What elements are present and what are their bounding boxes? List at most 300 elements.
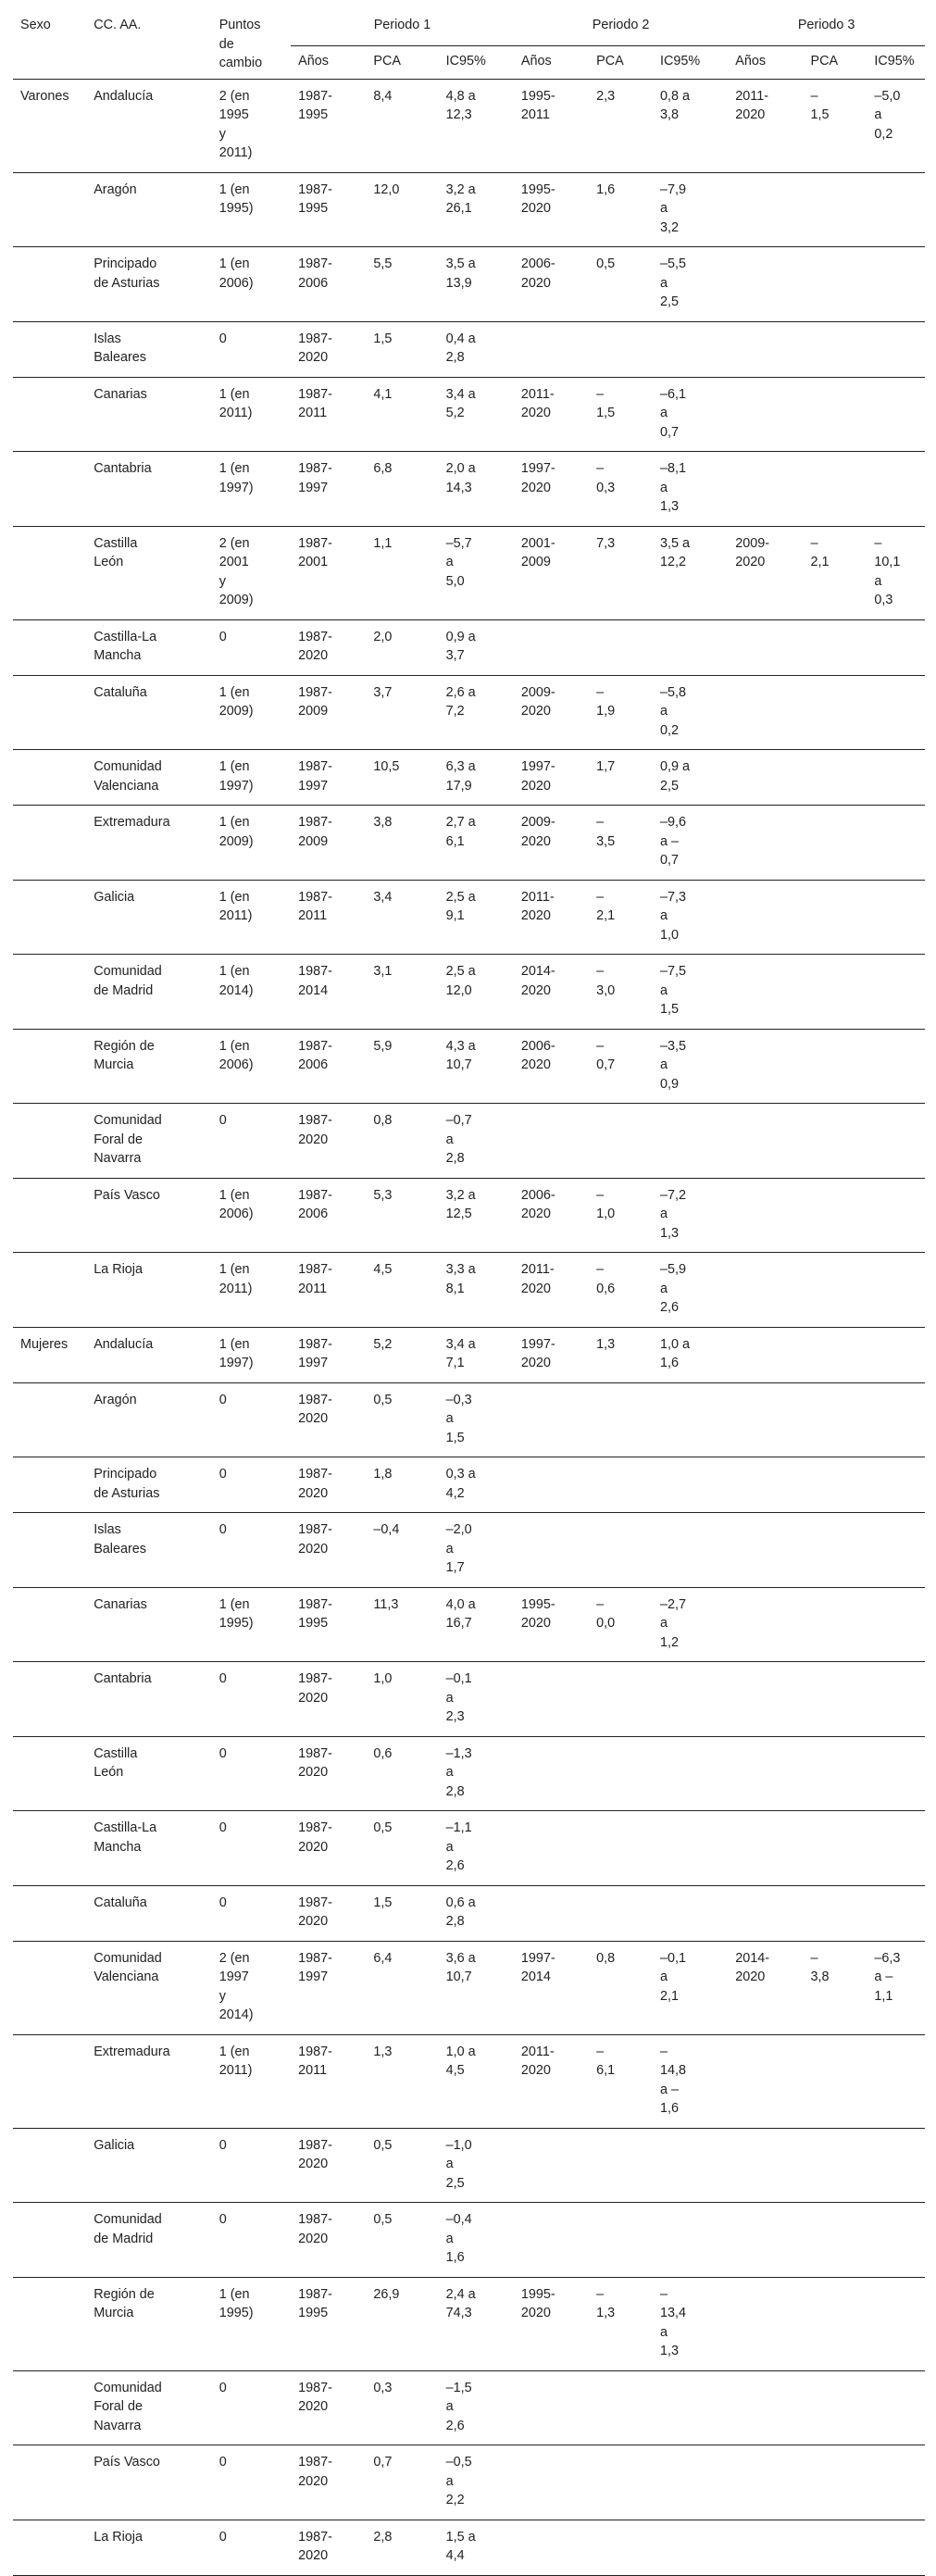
ic95-1-cell: 4,8 a 12,3 <box>445 88 476 122</box>
pca-3-cell <box>804 2520 867 2575</box>
anos-3-cell <box>728 377 803 452</box>
header-anos-2: Años <box>520 53 552 69</box>
pca-3-cell: – 2,1 <box>804 526 867 619</box>
ic95-2-cell: –5,8 a 0,2 <box>653 675 728 750</box>
table-row <box>13 321 925 377</box>
anos-2-cell: 1997- 2020 <box>514 452 589 527</box>
pca-3-cell <box>804 1104 867 1179</box>
anos-1-cell: 1987- 2020 <box>291 2128 366 2203</box>
ic95-1-cell: 2,6 a 7,2 <box>439 675 514 750</box>
pca-3-cell <box>804 452 867 527</box>
puntos-cell: 1 (en 2009) <box>212 675 291 750</box>
puntos-cell: 0 <box>212 2370 291 2445</box>
puntos-cell: 1 (en 2006) <box>212 1029 291 1104</box>
anos-3-cell <box>728 1513 803 1588</box>
anos-1-cell: 1987- 1995 <box>291 1587 366 1662</box>
anos-1-cell: 1987- 2001 <box>291 526 366 619</box>
pca-2-cell: – 1,0 <box>589 1178 653 1253</box>
pca-2-cell: 0,8 <box>589 1941 653 2034</box>
anos-2-cell: 2006- 2020 <box>514 1178 589 1253</box>
puntos-cell: 2 (en 2001 y 2009) <box>212 526 291 619</box>
pca-2-cell: 2,3 <box>596 88 616 104</box>
ic95-3-cell <box>867 1029 925 1104</box>
ic95-1-cell: 3,6 a 10,7 <box>439 1941 514 2034</box>
ic95-2-cell <box>653 1104 728 1179</box>
puntos-cell: 1 (en 2006) <box>212 247 291 322</box>
pca-2-cell <box>589 2128 653 2203</box>
header-ic95-1: IC95% <box>445 53 486 69</box>
puntos-cell: 2 (en 1995 y 2011) <box>218 88 253 160</box>
ic95-3-cell <box>867 452 925 527</box>
anos-1-cell: 1987- 2020 <box>291 1662 366 1737</box>
ic95-3-cell <box>867 172 925 247</box>
anos-1-cell: 1987- 1995 <box>291 2277 366 2370</box>
puntos-cell: 1 (en 2011) <box>212 377 291 452</box>
ccaa-cell: Galicia <box>86 880 211 955</box>
ic95-3-cell <box>867 1811 925 1886</box>
pca-3-cell <box>804 955 867 1030</box>
pca-3-cell <box>804 2277 867 2370</box>
pca-3-cell <box>804 1457 867 1513</box>
pca-1-cell: 11,3 <box>366 1587 438 1662</box>
pca-1-cell: 5,2 <box>366 1327 438 1382</box>
table-row <box>13 2034 925 2128</box>
ic95-2-cell: –5,5 a 2,5 <box>653 247 728 322</box>
sexo-cell: Varones <box>20 88 69 104</box>
sexo-cell <box>13 750 86 806</box>
ic95-2-cell <box>653 1736 728 1811</box>
ic95-1-cell: 4,0 a 16,7 <box>439 1587 514 1662</box>
ic95-1-cell: 3,2 a 26,1 <box>439 172 514 247</box>
ccaa-cell: Comunidad Foral de Navarra <box>86 1104 211 1179</box>
pca-2-cell: 1,6 <box>589 172 653 247</box>
table-row <box>13 79 925 172</box>
puntos-cell: 0 <box>212 1811 291 1886</box>
pca-3-cell <box>804 321 867 377</box>
ic95-1-cell: –0,3 a 1,5 <box>439 1382 514 1457</box>
anos-3-cell <box>728 1253 803 1328</box>
ic95-1-cell: 3,4 a 7,1 <box>439 1327 514 1382</box>
ic95-3-cell <box>867 1885 925 1941</box>
anos-2-cell <box>514 1513 589 1588</box>
table-row <box>13 880 925 955</box>
pca-3-cell <box>804 2128 867 2203</box>
ic95-3-cell <box>867 247 925 322</box>
anos-3-cell <box>728 1885 803 1941</box>
anos-3-cell <box>728 806 803 881</box>
puntos-cell: 0 <box>212 1457 291 1513</box>
ccaa-cell: Castilla León <box>86 1736 211 1811</box>
puntos-cell: 0 <box>212 1736 291 1811</box>
puntos-cell: 1 (en 2014) <box>212 955 291 1030</box>
pca-3-cell <box>804 377 867 452</box>
pca-2-cell <box>589 2203 653 2278</box>
table-row <box>13 2370 925 2445</box>
anos-1-cell: 1987- 2020 <box>291 2370 366 2445</box>
anos-1-cell: 1987- 2020 <box>291 2520 366 2575</box>
ic95-1-cell: 3,5 a 13,9 <box>439 247 514 322</box>
sexo-cell <box>13 1662 86 1737</box>
anos-3-cell <box>728 1736 803 1811</box>
anos-3-cell <box>728 1382 803 1457</box>
ic95-3-cell: –5,0 a 0,2 <box>874 88 901 142</box>
anos-1-cell: 1987- 2011 <box>291 2034 366 2128</box>
ccaa-cell: Canarias <box>86 377 211 452</box>
ic95-2-cell: – 14,8 a – 1,6 <box>653 2034 728 2128</box>
sexo-cell <box>13 2203 86 2278</box>
ccaa-cell: Comunidad de Madrid <box>86 955 211 1030</box>
pca-1-cell: 26,9 <box>366 2277 438 2370</box>
anos-1-cell: 1987- 2020 <box>291 1811 366 1886</box>
ccaa-cell: Castilla-La Mancha <box>86 1811 211 1886</box>
ic95-3-cell <box>867 2370 925 2445</box>
puntos-cell: 1 (en 1997) <box>212 452 291 527</box>
puntos-cell: 1 (en 1995) <box>212 172 291 247</box>
sexo-cell <box>13 172 86 247</box>
anos-2-cell: 2001- 2009 <box>514 526 589 619</box>
table-row <box>13 750 925 806</box>
ic95-1-cell: –5,7 a 5,0 <box>439 526 514 619</box>
anos-2-cell <box>514 1382 589 1457</box>
ic95-1-cell: –1,3 a 2,8 <box>439 1736 514 1811</box>
puntos-cell: 1 (en 1997) <box>212 1327 291 1382</box>
table-row <box>13 2128 925 2203</box>
ic95-1-cell: 2,7 a 6,1 <box>439 806 514 881</box>
pca-3-cell <box>804 2370 867 2445</box>
ic95-2-cell <box>653 321 728 377</box>
puntos-cell: 0 <box>212 1513 291 1588</box>
sexo-cell <box>13 1178 86 1253</box>
table-row <box>13 526 925 619</box>
pca-1-cell: 1,0 <box>366 1662 438 1737</box>
pca-3-cell <box>804 172 867 247</box>
ic95-2-cell: –3,5 a 0,9 <box>653 1029 728 1104</box>
pca-2-cell <box>589 2520 653 2575</box>
header-sexo: Sexo <box>20 18 51 32</box>
anos-3-cell <box>728 1178 803 1253</box>
pca-3-cell: – 1,5 <box>810 88 830 122</box>
ccaa-cell: Cataluña <box>86 1885 211 1941</box>
table-row <box>13 1178 925 1253</box>
pca-1-cell: 0,8 <box>366 1104 438 1179</box>
ccaa-cell: Región de Murcia <box>86 1029 211 1104</box>
anos-1-cell: 1987- 1997 <box>291 750 366 806</box>
anos-3-cell <box>728 172 803 247</box>
anos-2-cell: 2014- 2020 <box>514 955 589 1030</box>
ic95-1-cell: –0,1 a 2,3 <box>439 1662 514 1737</box>
anos-3-cell <box>728 1029 803 1104</box>
ccaa-cell: Comunidad Valenciana <box>86 1941 211 2034</box>
header-puntos-de-cambio: Puntos de cambio <box>218 18 263 70</box>
ic95-3-cell <box>867 2520 925 2575</box>
pca-3-cell <box>804 2203 867 2278</box>
ic95-2-cell <box>653 2370 728 2445</box>
ccaa-cell: Región de Murcia <box>86 2277 211 2370</box>
pca-1-cell: 1,1 <box>366 526 438 619</box>
anos-2-cell <box>514 2445 589 2520</box>
ic95-3-cell <box>867 2445 925 2520</box>
puntos-cell: 0 <box>212 2203 291 2278</box>
anos-2-cell <box>514 1662 589 1737</box>
pca-3-cell <box>804 1178 867 1253</box>
puntos-cell: 0 <box>212 1662 291 1737</box>
anos-2-cell <box>514 1736 589 1811</box>
pca-1-cell: 10,5 <box>366 750 438 806</box>
ic95-3-cell <box>867 806 925 881</box>
sexo-cell <box>13 806 86 881</box>
anos-1-cell: 1987- 2014 <box>291 955 366 1030</box>
anos-2-cell <box>514 321 589 377</box>
ccaa-cell: Galicia <box>86 2128 211 2203</box>
ic95-3-cell <box>867 321 925 377</box>
table-row <box>13 452 925 527</box>
anos-1-cell: 1987- 2020 <box>291 1382 366 1457</box>
sexo-cell <box>13 2034 86 2128</box>
pca-3-cell <box>804 750 867 806</box>
ic95-2-cell: 3,5 a 12,2 <box>653 526 728 619</box>
pca-2-cell: – 1,5 <box>589 377 653 452</box>
ic95-2-cell <box>653 2203 728 2278</box>
pca-1-cell: 0,5 <box>366 1811 438 1886</box>
ccaa-cell: Canarias <box>86 1587 211 1662</box>
pca-3-cell <box>804 619 867 675</box>
ic95-1-cell: –0,4 a 1,6 <box>439 2203 514 2278</box>
anos-1-cell: 1987- 2011 <box>291 1253 366 1328</box>
anos-2-cell: 1997- 2014 <box>514 1941 589 2034</box>
pca-1-cell: 3,1 <box>366 955 438 1030</box>
pca-2-cell <box>589 1513 653 1588</box>
ccaa-cell: Comunidad de Madrid <box>86 2203 211 2278</box>
pca-2-cell: – 1,9 <box>589 675 653 750</box>
table-header <box>13 6 925 79</box>
pca-1-cell: 3,7 <box>366 675 438 750</box>
pca-1-cell: 5,9 <box>366 1029 438 1104</box>
pca-2-cell <box>589 1457 653 1513</box>
pca-1-cell: 1,3 <box>366 2034 438 2128</box>
anos-2-cell: 2009- 2020 <box>514 806 589 881</box>
anos-3-cell <box>728 750 803 806</box>
pca-1-cell: 3,4 <box>366 880 438 955</box>
anos-2-cell: 2011- 2020 <box>514 880 589 955</box>
ic95-3-cell <box>867 619 925 675</box>
sexo-cell <box>13 619 86 675</box>
ic95-1-cell: –0,7 a 2,8 <box>439 1104 514 1179</box>
anos-2-cell <box>514 2520 589 2575</box>
ic95-3-cell <box>867 2034 925 2128</box>
ic95-1-cell: 0,4 a 2,8 <box>439 321 514 377</box>
sexo-cell <box>13 526 86 619</box>
puntos-cell: 0 <box>212 2520 291 2575</box>
ccaa-cell: Aragón <box>86 1382 211 1457</box>
ic95-1-cell: –1,5 a 2,6 <box>439 2370 514 2445</box>
puntos-cell: 0 <box>212 2128 291 2203</box>
header-periodo-3: Periodo 3 <box>728 6 925 45</box>
pca-3-cell <box>804 1327 867 1382</box>
pca-3-cell <box>804 806 867 881</box>
pca-2-cell: – 6,1 <box>589 2034 653 2128</box>
pca-2-cell <box>589 1811 653 1886</box>
anos-1-cell: 1987- 2006 <box>291 1178 366 1253</box>
anos-3-cell <box>728 2277 803 2370</box>
ic95-2-cell: 0,8 a 3,8 <box>659 88 690 122</box>
ccaa-cell: Principado de Asturias <box>86 247 211 322</box>
table-row <box>13 2277 925 2370</box>
anos-2-cell: 2011- 2020 <box>514 1253 589 1328</box>
sexo-cell <box>13 2370 86 2445</box>
pca-1-cell: 4,1 <box>366 377 438 452</box>
ic95-2-cell: –7,5 a 1,5 <box>653 955 728 1030</box>
anos-2-cell: 1995- 2011 <box>520 88 555 122</box>
anos-2-cell: 2009- 2020 <box>514 675 589 750</box>
puntos-cell: 0 <box>212 2445 291 2520</box>
ic95-3-cell: –6,3 a – 1,1 <box>867 1941 925 2034</box>
ic95-3-cell <box>867 1382 925 1457</box>
pca-1-cell: 3,8 <box>366 806 438 881</box>
pca-2-cell: 1,3 <box>589 1327 653 1382</box>
ccaa-cell: País Vasco <box>86 1178 211 1253</box>
sexo-cell <box>13 1029 86 1104</box>
ic95-3-cell <box>867 750 925 806</box>
ccaa-cell: Comunidad Foral de Navarra <box>86 2370 211 2445</box>
pca-2-cell <box>589 1885 653 1941</box>
anos-3-cell <box>728 619 803 675</box>
pca-2-cell <box>589 2370 653 2445</box>
pca-3-cell <box>804 675 867 750</box>
sexo-cell <box>13 1457 86 1513</box>
table-row <box>13 1104 925 1179</box>
pca-2-cell <box>589 619 653 675</box>
pca-3-cell <box>804 1587 867 1662</box>
pca-2-cell: – 3,0 <box>589 955 653 1030</box>
pca-1-cell: 2,0 <box>366 619 438 675</box>
sexo-cell <box>13 1587 86 1662</box>
header-pca-3: PCA <box>810 53 839 69</box>
puntos-cell: 0 <box>212 321 291 377</box>
pca-1-cell: 6,4 <box>366 1941 438 2034</box>
pca-1-cell: 2,8 <box>366 2520 438 2575</box>
table-row <box>13 1885 925 1941</box>
ccaa-cell: Cataluña <box>86 675 211 750</box>
ic95-1-cell: –1,1 a 2,6 <box>439 1811 514 1886</box>
puntos-cell: 1 (en 2006) <box>212 1178 291 1253</box>
anos-2-cell <box>514 1811 589 1886</box>
anos-1-cell: 1987- 1997 <box>291 1327 366 1382</box>
anos-3-cell <box>728 2203 803 2278</box>
table-row <box>13 955 925 1030</box>
pca-2-cell: – 0,6 <box>589 1253 653 1328</box>
anos-2-cell <box>514 2370 589 2445</box>
sexo-cell <box>13 1811 86 1886</box>
anos-1-cell: 1987- 1995 <box>291 172 366 247</box>
sexo-cell <box>13 321 86 377</box>
ccaa-cell: La Rioja <box>86 1253 211 1328</box>
ic95-2-cell <box>653 619 728 675</box>
pca-3-cell <box>804 1885 867 1941</box>
anos-1-cell: 1987- 2020 <box>291 1885 366 1941</box>
anos-3-cell <box>728 880 803 955</box>
ic95-1-cell: 0,3 a 4,2 <box>439 1457 514 1513</box>
pca-2-cell <box>589 1662 653 1737</box>
pca-1-cell: 5,3 <box>366 1178 438 1253</box>
pca-2-cell <box>589 1104 653 1179</box>
anos-3-cell <box>728 452 803 527</box>
ccaa-cell: Andalucía <box>94 88 154 104</box>
ic95-1-cell: 3,3 a 8,1 <box>439 1253 514 1328</box>
table-row <box>13 619 925 675</box>
ic95-1-cell: 2,4 a 74,3 <box>439 2277 514 2370</box>
ic95-3-cell <box>867 1513 925 1588</box>
pca-1-cell: 8,4 <box>373 88 393 104</box>
anos-1-cell: 1987- 2020 <box>291 1104 366 1179</box>
ccaa-cell: Extremadura <box>86 2034 211 2128</box>
pca-1-cell: 0,3 <box>366 2370 438 2445</box>
ic95-3-cell <box>867 1253 925 1328</box>
ic95-1-cell: 4,3 a 10,7 <box>439 1029 514 1104</box>
puntos-cell: 1 (en 2011) <box>212 1253 291 1328</box>
anos-3-cell <box>728 1662 803 1737</box>
ic95-2-cell <box>653 1457 728 1513</box>
pca-3-cell <box>804 1029 867 1104</box>
ic95-2-cell <box>653 1811 728 1886</box>
ic95-2-cell <box>653 1885 728 1941</box>
puntos-cell: 0 <box>212 1104 291 1179</box>
ccaa-cell: Comunidad Valenciana <box>86 750 211 806</box>
anos-1-cell: 1987- 2020 <box>291 1736 366 1811</box>
ic95-3-cell <box>867 1587 925 1662</box>
pca-3-cell: – 3,8 <box>804 1941 867 2034</box>
pca-1-cell: 0,7 <box>366 2445 438 2520</box>
ic95-3-cell <box>867 1736 925 1811</box>
pca-1-cell: 1,5 <box>366 1885 438 1941</box>
ic95-1-cell: 3,4 a 5,2 <box>439 377 514 452</box>
pca-2-cell: 0,5 <box>589 247 653 322</box>
pca-1-cell: 0,6 <box>366 1736 438 1811</box>
table-row <box>13 377 925 452</box>
ic95-2-cell: –2,7 a 1,2 <box>653 1587 728 1662</box>
sexo-cell <box>13 2520 86 2575</box>
ic95-2-cell: 1,0 a 1,6 <box>653 1327 728 1382</box>
ic95-2-cell: –5,9 a 2,6 <box>653 1253 728 1328</box>
ic95-1-cell: 2,5 a 9,1 <box>439 880 514 955</box>
anos-3-cell: 2014- 2020 <box>728 1941 803 2034</box>
ic95-2-cell: –8,1 a 1,3 <box>653 452 728 527</box>
pca-3-cell <box>804 1736 867 1811</box>
table-row <box>13 1941 925 2034</box>
ccaa-cell: Castilla-La Mancha <box>86 619 211 675</box>
puntos-cell: 1 (en 1995) <box>212 1587 291 1662</box>
table-row <box>13 1587 925 1662</box>
pca-2-cell <box>589 2445 653 2520</box>
ic95-3-cell <box>867 1662 925 1737</box>
header-periodo-2: Periodo 2 <box>514 6 728 45</box>
pca-1-cell: 0,5 <box>366 2128 438 2203</box>
ccaa-cell: Andalucía <box>86 1327 211 1382</box>
header-ic95-3: IC95% <box>874 53 915 69</box>
anos-2-cell <box>514 2128 589 2203</box>
sexo-cell: Mujeres <box>13 1327 86 1382</box>
ic95-1-cell: 1,0 a 4,5 <box>439 2034 514 2128</box>
anos-2-cell: 1997- 2020 <box>514 1327 589 1382</box>
table-row <box>13 1513 925 1588</box>
sexo-cell <box>13 1736 86 1811</box>
anos-3-cell <box>728 675 803 750</box>
table-row <box>13 1382 925 1457</box>
table-row <box>13 1736 925 1811</box>
header-periodo-1: Periodo 1 <box>291 6 514 45</box>
pca-2-cell: – 0,0 <box>589 1587 653 1662</box>
pca-2-cell <box>589 1382 653 1457</box>
table-row <box>13 2445 925 2520</box>
